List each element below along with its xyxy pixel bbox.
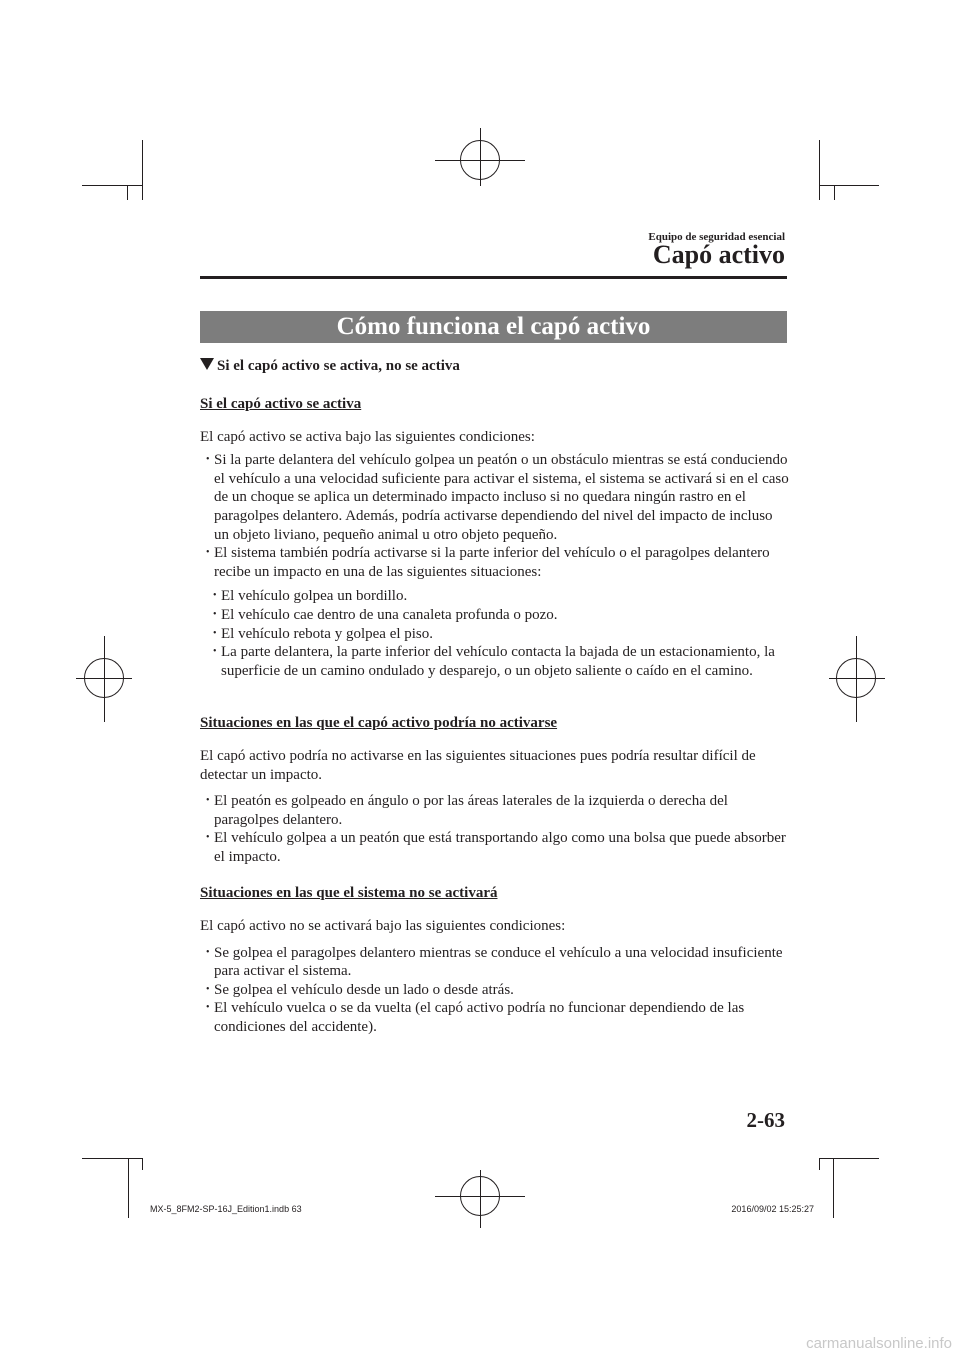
chapter-title: Capó activo — [652, 240, 785, 269]
header-rule — [200, 276, 787, 279]
section-label: Equipo de seguridad esencial — [648, 231, 785, 243]
list-item: • El peatón es golpeado en ángulo o por las áreas laterales de la izquierda o derecha del paragolpes delantero. — [200, 792, 790, 829]
sub-list-item: • La parte delantera, la parte inferior del vehículo contacta la bajada de un estacionamiento, la superficie de un camino ondulado y desparejo, o un objeto saliente o caído en el camino. — [200, 643, 790, 680]
block2-heading: Situaciones en las que el capó activo podría no activarse — [200, 715, 558, 732]
block3-heading: Situaciones en las que el sistema no se activará — [200, 885, 498, 902]
crop-mark — [819, 1158, 820, 1170]
block1-intro: El capó activo se activa bajo las siguientes condiciones: — [200, 428, 535, 445]
crop-mark — [834, 185, 835, 200]
body-text — [200, 395, 790, 1037]
list-item: • Se golpea el vehículo desde un lado o desde atrás. — [200, 981, 790, 1000]
crop-mark — [128, 1158, 129, 1218]
section-title: Cómo funciona el capó activo — [200, 311, 787, 343]
crop-mark — [833, 1158, 834, 1218]
block3-intro: El capó activo no se activará bajo las siguientes condiciones: — [200, 918, 566, 935]
crop-mark — [82, 1158, 142, 1159]
crop-mark — [142, 1158, 143, 1170]
watermark: carmanualsonline.info — [806, 1335, 952, 1352]
block2-intro: El capó activo podría no activarse en las siguientes situaciones pues podría resultar difícil de detectar un impacto. — [200, 747, 756, 783]
list-item: • El sistema también podría activarse si la parte inferior del vehículo o el paragolpes delantero recibe un impacto en una de las siguientes situaciones: — [200, 544, 790, 581]
sub-list-item: • El vehículo cae dentro de una canaleta profunda o pozo. — [200, 606, 790, 625]
page-number: 2-63 — [746, 1108, 785, 1132]
sub-list-item: • El vehículo golpea un bordillo. — [200, 587, 790, 606]
sub-list-item: • El vehículo rebota y golpea el piso. — [200, 625, 790, 644]
footer-file-info: MX-5_8FM2-SP-16J_Edition1.indb 63 — [150, 1204, 302, 1214]
list-item: • Si la parte delantera del vehículo golpea un peatón o un obstáculo mientras se está conduciendo el vehículo a una velocidad suficiente para activar el sistema, el sistema se activará si en el caso de un choque se aplica un determinado impacto incluso si no quedara ningún rastro en el paragolpes delantero. Además, podría activarse dependiendo del nivel del impacto de incluso un objeto liviano, pequeño animal u otro objeto pequeño. — [200, 451, 790, 544]
footer-timestamp: 2016/09/02 15:25:27 — [731, 1204, 814, 1214]
crop-mark — [82, 185, 142, 186]
block1-heading: Si el capó activo se activa — [200, 396, 362, 412]
subheading-text: Si el capó activo se activa, no se activa — [217, 358, 460, 374]
list-item: • El vehículo golpea a un peatón que está transportando algo como una bolsa que puede absorber el impacto. — [200, 829, 790, 866]
crop-mark — [819, 140, 820, 200]
subheading — [200, 358, 460, 375]
crop-mark — [142, 140, 143, 200]
crop-mark — [819, 185, 879, 186]
list-item: • Se golpea el paragolpes delantero mientras se conduce el vehículo a una velocidad insuficiente para activar el sistema. — [200, 944, 790, 981]
crop-mark — [819, 1158, 879, 1159]
triangle-marker-icon — [200, 358, 214, 370]
list-item: • El vehículo vuelca o se da vuelta (el capó activo podría no funcionar dependiendo de las condiciones del accidente). — [200, 999, 790, 1036]
crop-mark — [127, 185, 128, 200]
